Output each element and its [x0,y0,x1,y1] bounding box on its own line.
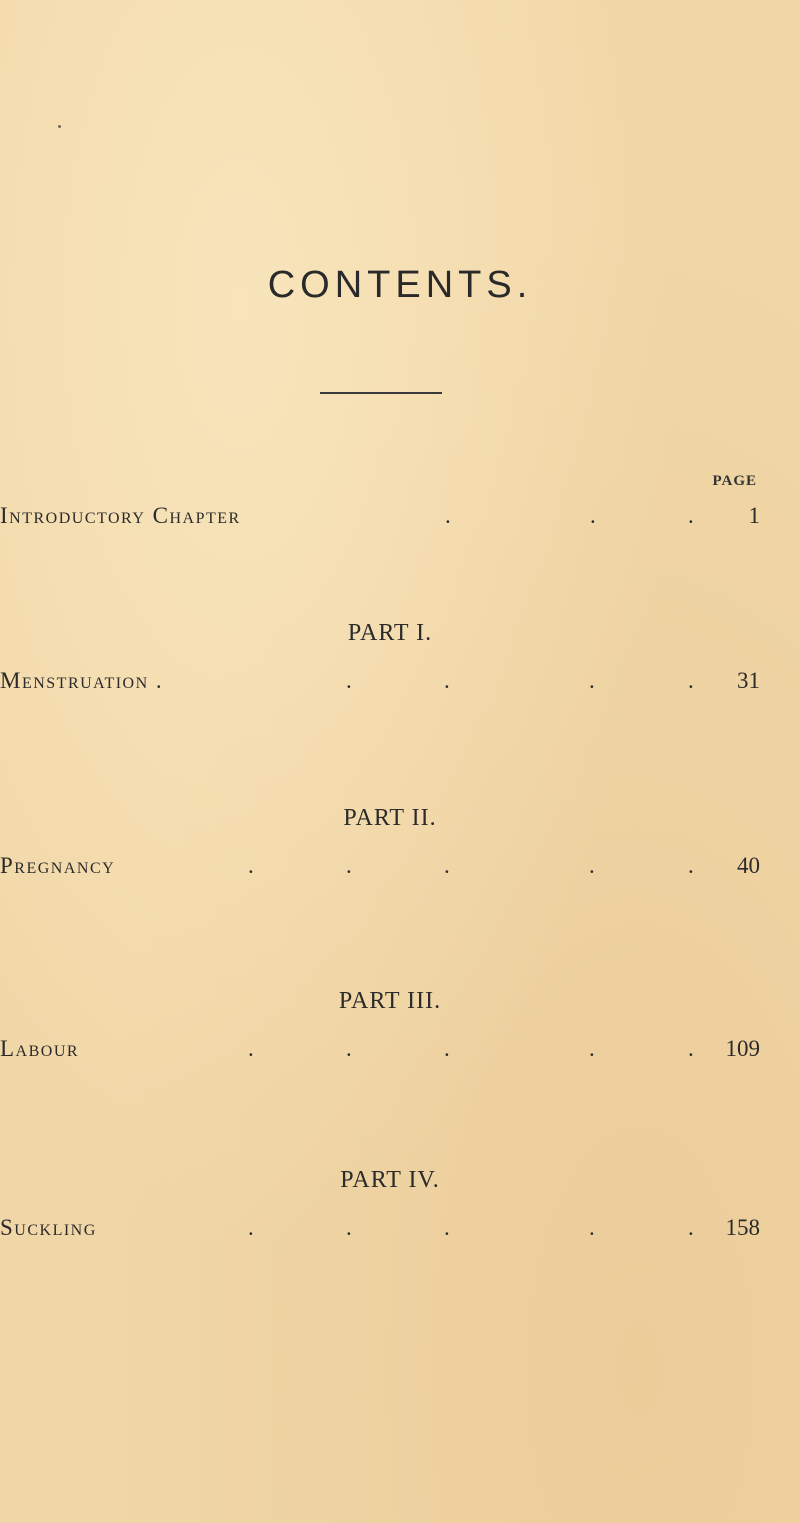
toc-entry-label: Introductory Chapter [0,503,241,528]
dot-leader: . . . . . [248,1036,694,1061]
dot-leader: . . . [445,503,694,528]
part-heading-i: PART I. [347,620,433,646]
page-column-heading: PAGE [712,473,757,489]
part-heading-iv: PART IV. [340,1167,440,1193]
toc-entry-label: Pregnancy [0,853,116,878]
toc-entry-page: 40 [737,853,760,878]
dot-leader: . . . . . [248,1215,694,1240]
part-heading-ii: PART II. [343,805,437,831]
toc-entry-labour[interactable] [0,1036,800,1068]
toc-entry-page: 31 [737,668,760,693]
toc-entry-page: 158 [725,1215,760,1240]
toc-entry-page: 1 [748,503,760,528]
title-rule [320,392,442,394]
dot-leader: . . . . . [248,853,694,878]
toc-entry-suckling[interactable] [0,1215,800,1247]
toc-entry-menstruation[interactable] [0,668,800,700]
part-heading-iii: PART III. [338,988,442,1014]
toc-entry-label: Labour [0,1036,80,1061]
toc-entry-page: 109 [725,1036,760,1061]
dot-leader: . . . . [346,668,694,693]
toc-entry-introductory-chapter[interactable] [0,503,800,535]
ink-speck [58,125,61,128]
toc-entry-pregnancy[interactable] [0,853,800,885]
toc-entry-label: Menstruation . [0,668,164,693]
page-title: CONTENTS. [267,264,533,306]
toc-entry-label: Suckling [0,1215,97,1240]
